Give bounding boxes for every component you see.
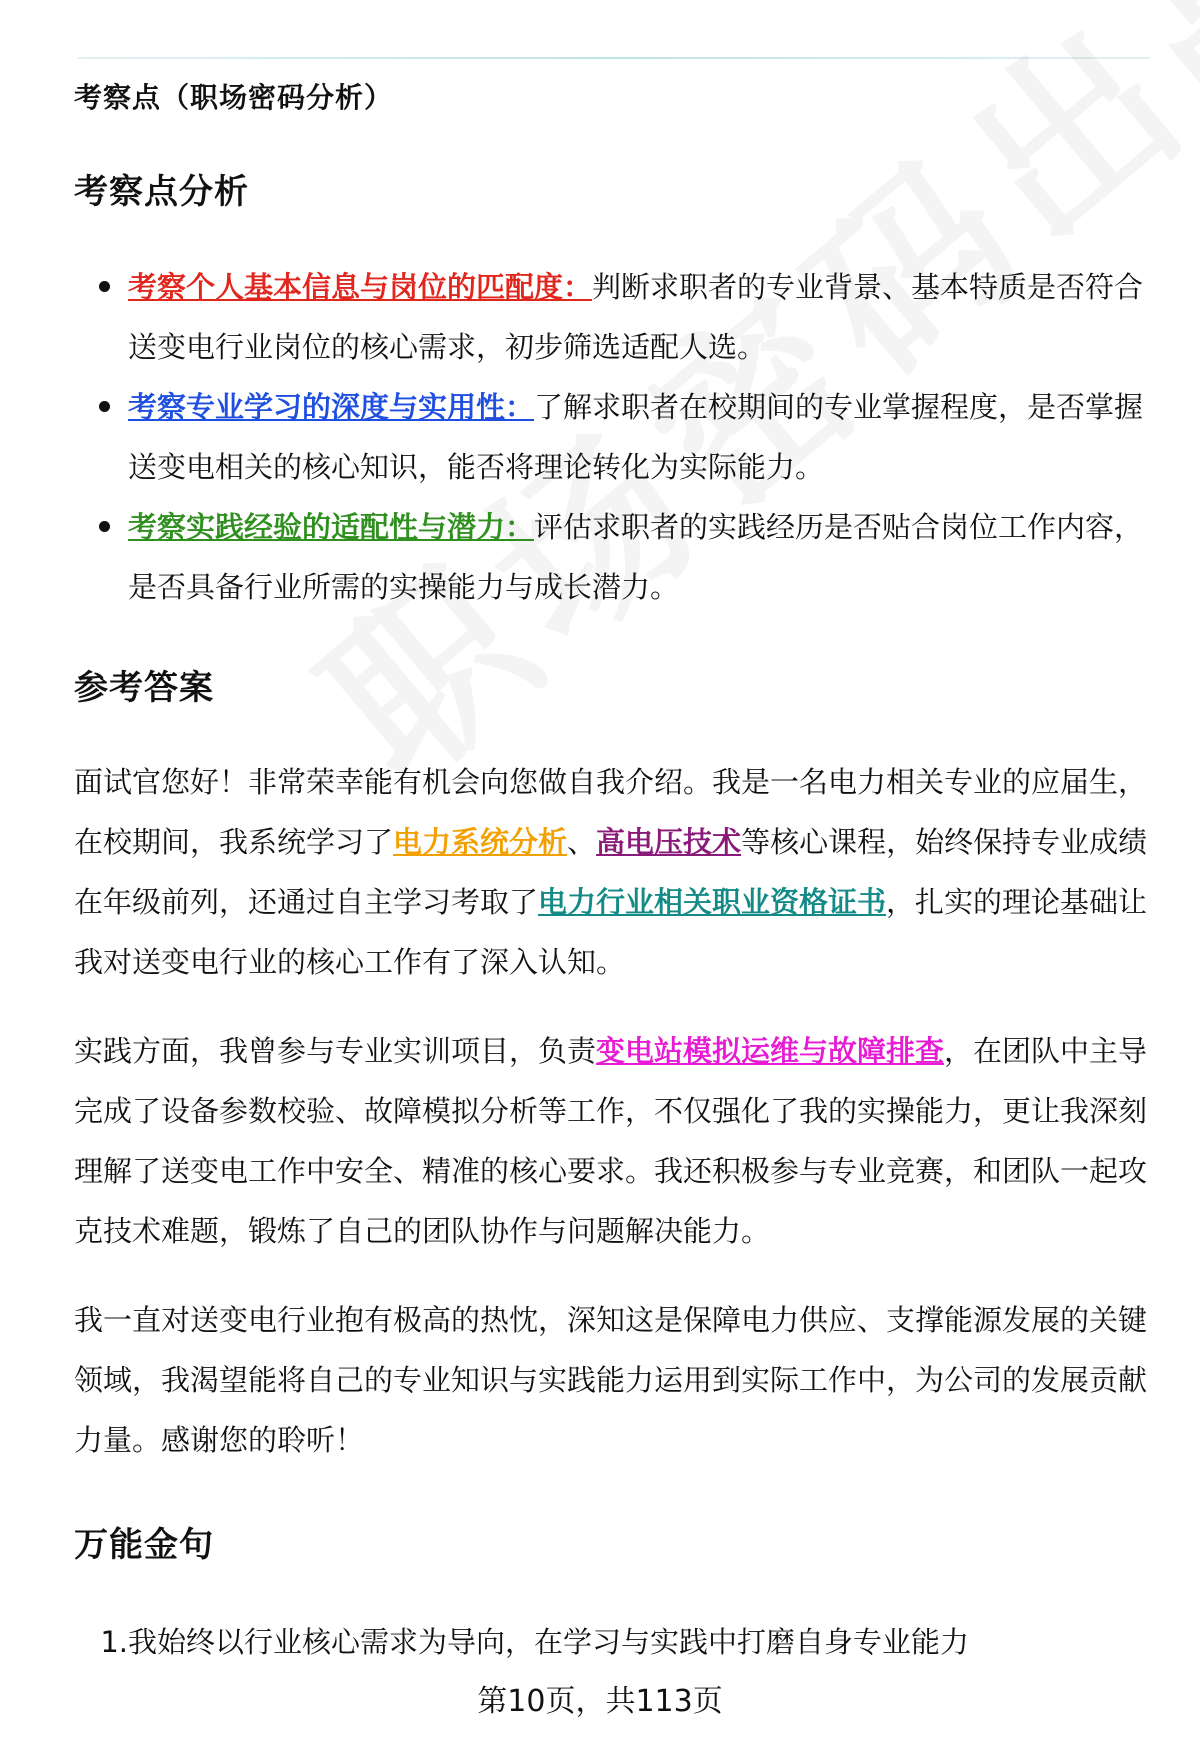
analysis-item [74,257,1144,377]
answer-text: 实践方面，我曾参与专业实训项目，负责 [74,1034,597,1068]
analysis-list [74,257,1144,617]
highlight-substation: 变电站模拟运维与故障排查 [596,1034,945,1068]
analysis-keyword: 考察个人基本信息与岗位的匹配度： [128,270,593,304]
highlight-certificate: 电力行业相关职业资格证书 [538,885,887,919]
top-divider [78,57,1150,59]
list-number: 1. [100,1625,128,1659]
answer-text: ，在团队中主导完成了设备参数校验、故障模拟分析等工作，不仅强化了我的实操能力，更让我深刻理解了送变电工作中安全、精准的核心要求。我还积极参与专业竞赛，和团队一起攻克技术难题，锻炼了自己的团队协作与问题解决能力。 [74,1034,1148,1248]
answer-text: 面试官您好！非常荣幸能有机会向您做自我介绍。我是一名电力相关专业的应届生，在校期间，我系统学习了 [74,765,1148,859]
golden-list [74,1612,969,1672]
analysis-text: 评估求职者的实践经历是否贴合岗位工作内容，是否具备行业所需的实操能力与成长潜力。 [128,510,1144,604]
answer-text: ，扎实的理论基础让我对送变电行业的核心工作有了深入认知。 [74,885,1148,979]
bullet-icon [99,401,110,412]
page-footer: 第10页，共113页 [477,1684,723,1719]
answer-paragraph-1 [74,752,1150,992]
bullet-icon [99,521,110,532]
golden-item [74,1612,969,1672]
analysis-item [74,497,1144,617]
golden-text: 我始终以行业核心需求为导向，在学习与实践中打磨自身专业能力 [128,1625,970,1659]
answer-text: 等核心课程，始终保持专业成绩在年级前列，还通过自主学习考取了 [74,825,1148,919]
bullet-icon [99,281,110,292]
answer-paragraph-3: 我一直对送变电行业抱有极高的热忱，深知这是保障电力供应、支撑能源发展的关键领域，我渴望能将自己的专业知识与实践能力运用到实际工作中，为公司的发展贡献力量。感谢您的聆听！ [74,1303,1148,1457]
highlight-high-voltage: 高电压技术 [596,825,742,859]
answer-paragraph-2 [74,1021,1150,1261]
document-title: 考察点（职场密码分析） [74,81,394,114]
section-heading-golden: 万能金句 [74,1525,214,1565]
analysis-text: 了解求职者在校期间的专业掌握程度，是否掌握送变电相关的核心知识，能否将理论转化为实际能力。 [128,390,1144,484]
highlight-power-system: 电力系统分析 [393,825,568,859]
analysis-text: 判断求职者的专业背景、基本特质是否符合送变电行业岗位的核心需求，初步筛选适配人选。 [128,270,1144,364]
section-heading-analysis: 考察点分析 [74,172,249,212]
section-heading-answer: 参考答案 [74,668,214,708]
answer-text: 、 [567,825,597,859]
analysis-keyword: 考察实践经验的适配性与潜力： [128,510,535,544]
analysis-keyword: 考察专业学习的深度与实用性： [128,390,535,424]
analysis-item [74,377,1144,497]
